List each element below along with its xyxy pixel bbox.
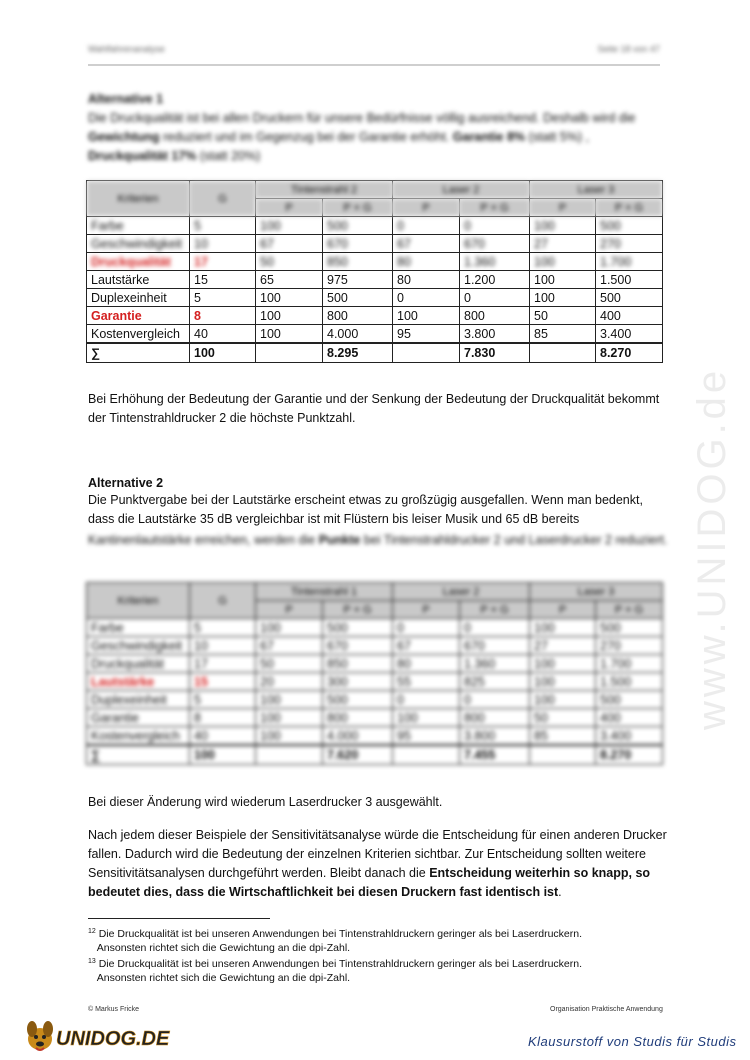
- weighted-points-cell: 500: [596, 217, 663, 235]
- points-cell: 85: [530, 325, 596, 344]
- sum-cell: 8.295: [323, 343, 393, 363]
- points-cell: 100: [256, 727, 323, 746]
- criterion-name: Geschwindigkeit: [87, 637, 190, 655]
- points-cell: 67: [393, 235, 460, 253]
- watermark: www.UNIDOG.de: [690, 366, 734, 730]
- sum-cell: 7.620: [323, 745, 393, 765]
- conclusion-alternative-1: Bei Erhöhung der Bedeutung der Garantie und der Senkung der Bedeutung der Druckqualität bekommt der Tintenstrahldrucker 2 die höchste Punktzahl.: [88, 392, 660, 425]
- header-printer-group: Tintenstrahl 1: [256, 583, 393, 601]
- points-cell: 27: [530, 235, 596, 253]
- sum-row: [87, 745, 663, 765]
- sum-cell: [256, 343, 323, 363]
- header-points: P: [393, 199, 460, 217]
- weighted-points-cell: 670: [460, 637, 530, 655]
- points-cell: 80: [393, 253, 460, 271]
- weighted-points-cell: 800: [323, 709, 393, 727]
- table-row: [87, 655, 663, 673]
- header-points: P: [393, 601, 460, 619]
- logo-text: UNIDOG.DE: [56, 1028, 170, 1050]
- criterion-name: Druckqualität: [87, 655, 190, 673]
- criterion-weight: 8: [190, 709, 256, 727]
- criterion-name: Garantie: [87, 709, 190, 727]
- weighted-points-cell: 500: [596, 619, 663, 637]
- weighted-points-cell: 1.500: [596, 271, 663, 289]
- points-cell: 100: [530, 691, 596, 709]
- points-cell: 65: [256, 271, 323, 289]
- table-row: [87, 271, 663, 289]
- table-row: [87, 289, 663, 307]
- table-row: [87, 307, 663, 325]
- criterion-name: Lautstärke: [87, 271, 190, 289]
- header-criteria: Kriterien: [87, 181, 190, 217]
- weighted-points-cell: 1.500: [596, 673, 663, 691]
- criterion-name: Farbe: [87, 619, 190, 637]
- weighted-points-cell: 975: [323, 271, 393, 289]
- points-cell: 100: [530, 271, 596, 289]
- points-cell: 0: [393, 289, 460, 307]
- points-cell: 100: [256, 217, 323, 235]
- section2-intro: Die Punktvergabe bei der Lautstärke erscheint etwas zu großzügig ausgefallen. Wenn man bedenkt, dass die Lautstärke 35 dB vergleichbar ist mit Flüstern bis leiser Musik und 65 dB bereits: [88, 493, 643, 526]
- weighted-points-cell: 3.400: [596, 727, 663, 746]
- criterion-name: Duplexeinheit: [87, 691, 190, 709]
- criterion-weight: 17: [190, 253, 256, 271]
- criterion-name: Kostenvergleich: [87, 325, 190, 344]
- header-divider: [88, 64, 660, 66]
- dog-mascot-icon: [27, 1021, 53, 1050]
- points-cell: 100: [393, 307, 460, 325]
- footer-course: Organisation Praktische Anwendung: [550, 1006, 663, 1013]
- sum-cell: [530, 745, 596, 765]
- section2-intro-continued: Kantinenlautstärke erreichen, werden die Punkte bei Tintenstrahldrucker 2 und Laserdrucker 2 reduziert.: [88, 533, 668, 547]
- table-row: [87, 673, 663, 691]
- points-cell: 0: [393, 619, 460, 637]
- criterion-weight: 5: [190, 691, 256, 709]
- table-row: [87, 709, 663, 727]
- points-cell: 100: [256, 289, 323, 307]
- header-points: P: [530, 199, 596, 217]
- points-cell: 100: [256, 325, 323, 344]
- points-cell: 67: [256, 235, 323, 253]
- section1-heading: Alternative 1: [88, 92, 164, 106]
- header-points: P: [530, 601, 596, 619]
- footnote-13: $^{13}$ Die Druckqualität ist bei unseren Anwendungen bei Tintenstrahldruckern geringer als bei Laserdruckern. Ansonsten richtet sich die Gewichtung an die dpi-Zahl.: [88, 958, 582, 984]
- header-right: Seite 18 von 47: [597, 44, 660, 54]
- points-cell: 100: [393, 709, 460, 727]
- weighted-points-cell: 0: [460, 217, 530, 235]
- weighted-points-cell: 3.800: [460, 325, 530, 344]
- header-criteria: Kriterien: [87, 583, 190, 619]
- header-printer-group: Tintenstrahl 2: [256, 181, 393, 199]
- table-row: [87, 235, 663, 253]
- header-weighted-points: P × G: [323, 199, 393, 217]
- table-row: [87, 637, 663, 655]
- points-cell: 80: [393, 271, 460, 289]
- weighted-points-cell: 4.000: [323, 325, 393, 344]
- header-printer-group: Laser 3: [530, 583, 663, 601]
- weighted-points-cell: 500: [323, 217, 393, 235]
- points-cell: 100: [530, 253, 596, 271]
- weighted-points-cell: 850: [323, 253, 393, 271]
- points-cell: 0: [393, 691, 460, 709]
- points-cell: 85: [530, 727, 596, 746]
- sum-cell: [256, 745, 323, 765]
- sum-label: ∑: [87, 343, 190, 363]
- weighted-points-cell: 1.360: [460, 253, 530, 271]
- header-weight: G: [190, 583, 256, 619]
- criterion-name: Duplexeinheit: [87, 289, 190, 307]
- final-conclusion: Nach jedem dieser Beispiele der Sensitivitätsanalyse würde die Entscheidung für einen anderen Drucker fallen. Dadurch wird die Bedeutung der einzelnen Kriterien sichtbar. Zur Entscheidung sollten weitere Sensitivitätsanalysen durchgeführt werden. Bleibt danach die Entscheidung weiterhin so knapp, so bedeutet dies, dass die Wirtschaftlichkeit bei diesen Druckern fast identisch ist.: [88, 828, 667, 899]
- criterion-weight: 8: [190, 307, 256, 325]
- criterion-name: Garantie: [87, 307, 190, 325]
- points-cell: 100: [256, 691, 323, 709]
- points-cell: 50: [256, 655, 323, 673]
- table-row: [87, 253, 663, 271]
- footer-copyright: © Markus Fricke: [88, 1006, 140, 1013]
- points-cell: 95: [393, 325, 460, 344]
- header-weighted-points: P × G: [596, 601, 663, 619]
- footnote-divider: [88, 918, 270, 919]
- weighted-points-cell: 1.360: [460, 655, 530, 673]
- points-cell: 50: [530, 307, 596, 325]
- header-printer-group: Laser 2: [393, 181, 530, 199]
- criterion-weight: 5: [190, 619, 256, 637]
- weighted-points-cell: 500: [596, 691, 663, 709]
- weighted-points-cell: 3.400: [596, 325, 663, 344]
- sum-cell: [393, 343, 460, 363]
- weighted-points-cell: 400: [596, 709, 663, 727]
- unidog-logo: [22, 1015, 192, 1055]
- criterion-name: Kostenvergleich: [87, 727, 190, 746]
- points-cell: 95: [393, 727, 460, 746]
- header-weight: G: [190, 181, 256, 217]
- points-cell: 27: [530, 637, 596, 655]
- header-weighted-points: P × G: [460, 199, 530, 217]
- criterion-weight: 10: [190, 235, 256, 253]
- sum-weight: 100: [190, 343, 256, 363]
- weighted-points-cell: 400: [596, 307, 663, 325]
- header-left: Wahlfahrenanalyse: [88, 44, 165, 54]
- criterion-name: Geschwindigkeit: [87, 235, 190, 253]
- weighted-points-cell: 670: [460, 235, 530, 253]
- table-header-row: [87, 583, 663, 601]
- weighted-points-cell: 500: [323, 289, 393, 307]
- points-cell: 100: [530, 655, 596, 673]
- sum-label: ∑: [87, 745, 190, 765]
- table-row: [87, 619, 663, 637]
- weighted-points-cell: 850: [323, 655, 393, 673]
- points-cell: 50: [530, 709, 596, 727]
- weighted-points-cell: 1.700: [596, 655, 663, 673]
- sum-cell: [530, 343, 596, 363]
- weighted-points-cell: 0: [460, 619, 530, 637]
- weighted-points-cell: 500: [323, 691, 393, 709]
- criterion-weight: 40: [190, 325, 256, 344]
- sum-cell: [393, 745, 460, 765]
- points-cell: 80: [393, 655, 460, 673]
- weighted-points-cell: 1.200: [460, 271, 530, 289]
- footnote-12: $^{12}$ Die Druckqualität ist bei unseren Anwendungen bei Tintenstrahldruckern geringer als bei Laserdruckern. Ansonsten richtet sich die Gewichtung an die dpi-Zahl.: [88, 928, 582, 954]
- weighted-points-cell: 825: [460, 673, 530, 691]
- table-row: [87, 325, 663, 344]
- weighted-points-cell: 670: [323, 637, 393, 655]
- page-header: [88, 44, 660, 56]
- criteria-table-1: [86, 180, 663, 363]
- criterion-weight: 5: [190, 289, 256, 307]
- criterion-weight: 15: [190, 673, 256, 691]
- table-row: [87, 217, 663, 235]
- points-cell: 100: [530, 619, 596, 637]
- weighted-points-cell: 300: [323, 673, 393, 691]
- points-cell: 67: [393, 637, 460, 655]
- weighted-points-cell: 500: [323, 619, 393, 637]
- criterion-weight: 40: [190, 727, 256, 746]
- weighted-points-cell: 800: [323, 307, 393, 325]
- weighted-points-cell: 270: [596, 637, 663, 655]
- header-points: P: [256, 199, 323, 217]
- header-weighted-points: P × G: [596, 199, 663, 217]
- points-cell: 100: [530, 289, 596, 307]
- points-cell: 100: [256, 307, 323, 325]
- points-cell: 0: [393, 217, 460, 235]
- points-cell: 100: [530, 217, 596, 235]
- criterion-name: Druckqualität: [87, 253, 190, 271]
- weighted-points-cell: 500: [596, 289, 663, 307]
- criterion-weight: 17: [190, 655, 256, 673]
- criterion-weight: 10: [190, 637, 256, 655]
- points-cell: 100: [256, 709, 323, 727]
- weighted-points-cell: 4.000: [323, 727, 393, 746]
- header-printer-group: Laser 3: [530, 181, 663, 199]
- slogan: Klausurstoff von Studis für Studis: [528, 1034, 737, 1049]
- sum-cell: 8.270: [596, 745, 663, 765]
- sum-weight: 100: [190, 745, 256, 765]
- table-row: [87, 691, 663, 709]
- criteria-table-2: [86, 582, 663, 765]
- points-cell: 100: [256, 619, 323, 637]
- criterion-weight: 15: [190, 271, 256, 289]
- weighted-points-cell: 800: [460, 307, 530, 325]
- table-header-row: [87, 181, 663, 199]
- weighted-points-cell: 0: [460, 691, 530, 709]
- section1-intro: Die Druckqualität ist bei allen Druckern für unsere Bedürfnisse völlig ausreichend. Deshalb wird die Gewichtung reduziert und im Gegenzug bei der Garantie erhöht. Garantie 8% (statt 5%) , Druckqualität 17% (statt 20%): [88, 111, 636, 163]
- weighted-points-cell: 670: [323, 235, 393, 253]
- header-weighted-points: P × G: [460, 601, 530, 619]
- weighted-points-cell: 270: [596, 235, 663, 253]
- points-cell: 67: [256, 637, 323, 655]
- points-cell: 50: [256, 253, 323, 271]
- weighted-points-cell: 3.800: [460, 727, 530, 746]
- criterion-name: Farbe: [87, 217, 190, 235]
- sum-cell: 8.270: [596, 343, 663, 363]
- points-cell: 20: [256, 673, 323, 691]
- points-cell: 100: [530, 673, 596, 691]
- sum-cell: 7.455: [460, 745, 530, 765]
- weighted-points-cell: 800: [460, 709, 530, 727]
- weighted-points-cell: 1.700: [596, 253, 663, 271]
- criterion-name: Lautstärke: [87, 673, 190, 691]
- sum-row: [87, 343, 663, 363]
- header-weighted-points: P × G: [323, 601, 393, 619]
- sum-cell: 7.830: [460, 343, 530, 363]
- header-printer-group: Laser 2: [393, 583, 530, 601]
- conclusion-alternative-2: Bei dieser Änderung wird wiederum Laserdrucker 3 ausgewählt.: [88, 795, 443, 809]
- points-cell: 55: [393, 673, 460, 691]
- header-points: P: [256, 601, 323, 619]
- criterion-weight: 5: [190, 217, 256, 235]
- weighted-points-cell: 0: [460, 289, 530, 307]
- table-row: [87, 727, 663, 746]
- section2-heading: Alternative 2: [88, 476, 164, 490]
